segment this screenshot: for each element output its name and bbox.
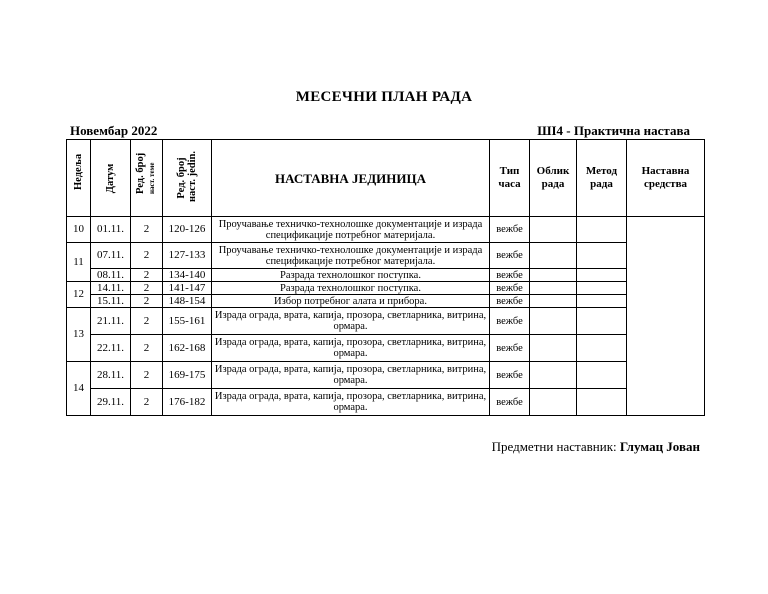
header-unit-number: Ред. број наст. jedin. (163, 140, 212, 217)
type-cell: вежбе (490, 308, 530, 335)
plan-table (66, 139, 705, 416)
type-cell: вежбе (490, 295, 530, 308)
unit-name-cell: Израда ограда, врата, капија, прозора, светларника, витрина, ормара. (212, 308, 490, 335)
week-cell: 11 (67, 243, 91, 282)
date-cell: 01.11. (91, 217, 131, 243)
type-cell: вежбе (490, 243, 530, 269)
date-cell: 14.11. (91, 282, 131, 295)
form-cell (530, 335, 577, 362)
table-row (67, 295, 705, 308)
method-cell (577, 308, 627, 335)
form-cell (530, 362, 577, 389)
header-form: Облик рада (530, 140, 577, 217)
unit-name-cell: Проучавање техничко-технолошке документације и израда спецификације потребног материјала. (212, 243, 490, 269)
type-cell: вежбе (490, 217, 530, 243)
header-type: Тип часа (490, 140, 530, 217)
method-cell (577, 217, 627, 243)
topic-cell: 2 (131, 362, 163, 389)
week-cell: 14 (67, 362, 91, 416)
table-row (67, 217, 705, 243)
topic-cell: 2 (131, 295, 163, 308)
form-cell (530, 269, 577, 282)
type-cell: вежбе (490, 362, 530, 389)
topic-cell: 2 (131, 389, 163, 416)
unit-name-cell: Израда ограда, врата, капија, прозора, светларника, витрина, ормара. (212, 335, 490, 362)
table-row (67, 269, 705, 282)
unit-name-cell: Проучавање техничко-технолошке документације и израда спецификације потребног материјала. (212, 217, 490, 243)
form-cell (530, 282, 577, 295)
header-topic-number: Ред. број наст. теме (131, 140, 163, 217)
tools-cell (627, 217, 705, 416)
topic-cell: 2 (131, 269, 163, 282)
date-cell: 21.11. (91, 308, 131, 335)
topic-cell: 2 (131, 217, 163, 243)
date-cell: 07.11. (91, 243, 131, 269)
table-row (67, 389, 705, 416)
teacher-label: Предметни наставник: (491, 439, 620, 454)
topic-cell: 2 (131, 243, 163, 269)
method-cell (577, 269, 627, 282)
header-week: Недеља (67, 140, 91, 217)
units-cell: 127-133 (163, 243, 212, 269)
table-row (67, 308, 705, 335)
units-cell: 162-168 (163, 335, 212, 362)
unit-name-cell: Израда ограда, врата, капија, прозора, светларника, витрина, ормара. (212, 389, 490, 416)
table-row (67, 362, 705, 389)
type-cell: вежбе (490, 335, 530, 362)
header-method: Метод рада (577, 140, 627, 217)
unit-name-cell: Разрада технолошког поступка. (212, 282, 490, 295)
date-cell: 22.11. (91, 335, 131, 362)
week-cell: 12 (67, 282, 91, 308)
month-label: Новембар 2022 (70, 123, 158, 138)
header-tools: Наставна средства (627, 140, 705, 217)
teacher-name: Глумац Јован (619, 439, 700, 454)
teacher-signature (492, 439, 700, 455)
type-cell: вежбе (490, 389, 530, 416)
unit-name-cell: Разрада технолошког поступка. (212, 269, 490, 282)
date-cell: 28.11. (91, 362, 131, 389)
subject-label: ШI4 - Практична настава (537, 123, 690, 138)
method-cell (577, 362, 627, 389)
units-cell: 169-175 (163, 362, 212, 389)
units-cell: 148-154 (163, 295, 212, 308)
date-cell: 08.11. (91, 269, 131, 282)
table-row (67, 243, 705, 269)
page-title: МЕСЕЧНИ ПЛАН РАДА (295, 89, 473, 105)
table-row (67, 335, 705, 362)
header-unit: НАСТАВНА ЈЕДИНИЦА (212, 140, 490, 217)
units-cell: 134-140 (163, 269, 212, 282)
unit-name-cell: Избор потребног алата и прибора. (212, 295, 490, 308)
header-row (67, 140, 705, 217)
form-cell (530, 243, 577, 269)
topic-cell: 2 (131, 282, 163, 295)
table-row (67, 282, 705, 295)
method-cell (577, 282, 627, 295)
method-cell (577, 335, 627, 362)
units-cell: 155-161 (163, 308, 212, 335)
week-cell: 10 (67, 217, 91, 243)
method-cell (577, 243, 627, 269)
topic-cell: 2 (131, 308, 163, 335)
units-cell: 120-126 (163, 217, 212, 243)
type-cell: вежбе (490, 269, 530, 282)
date-cell: 29.11. (91, 389, 131, 416)
method-cell (577, 295, 627, 308)
topic-cell: 2 (131, 335, 163, 362)
form-cell (530, 295, 577, 308)
form-cell (530, 217, 577, 243)
form-cell (530, 308, 577, 335)
week-cell: 13 (67, 308, 91, 362)
type-cell: вежбе (490, 282, 530, 295)
unit-name-cell: Израда ограда, врата, капија, прозора, светларника, витрина, ормара. (212, 362, 490, 389)
method-cell (577, 389, 627, 416)
form-cell (530, 389, 577, 416)
header-date: Датум (91, 140, 131, 217)
date-cell: 15.11. (91, 295, 131, 308)
units-cell: 141-147 (163, 282, 212, 295)
units-cell: 176-182 (163, 389, 212, 416)
